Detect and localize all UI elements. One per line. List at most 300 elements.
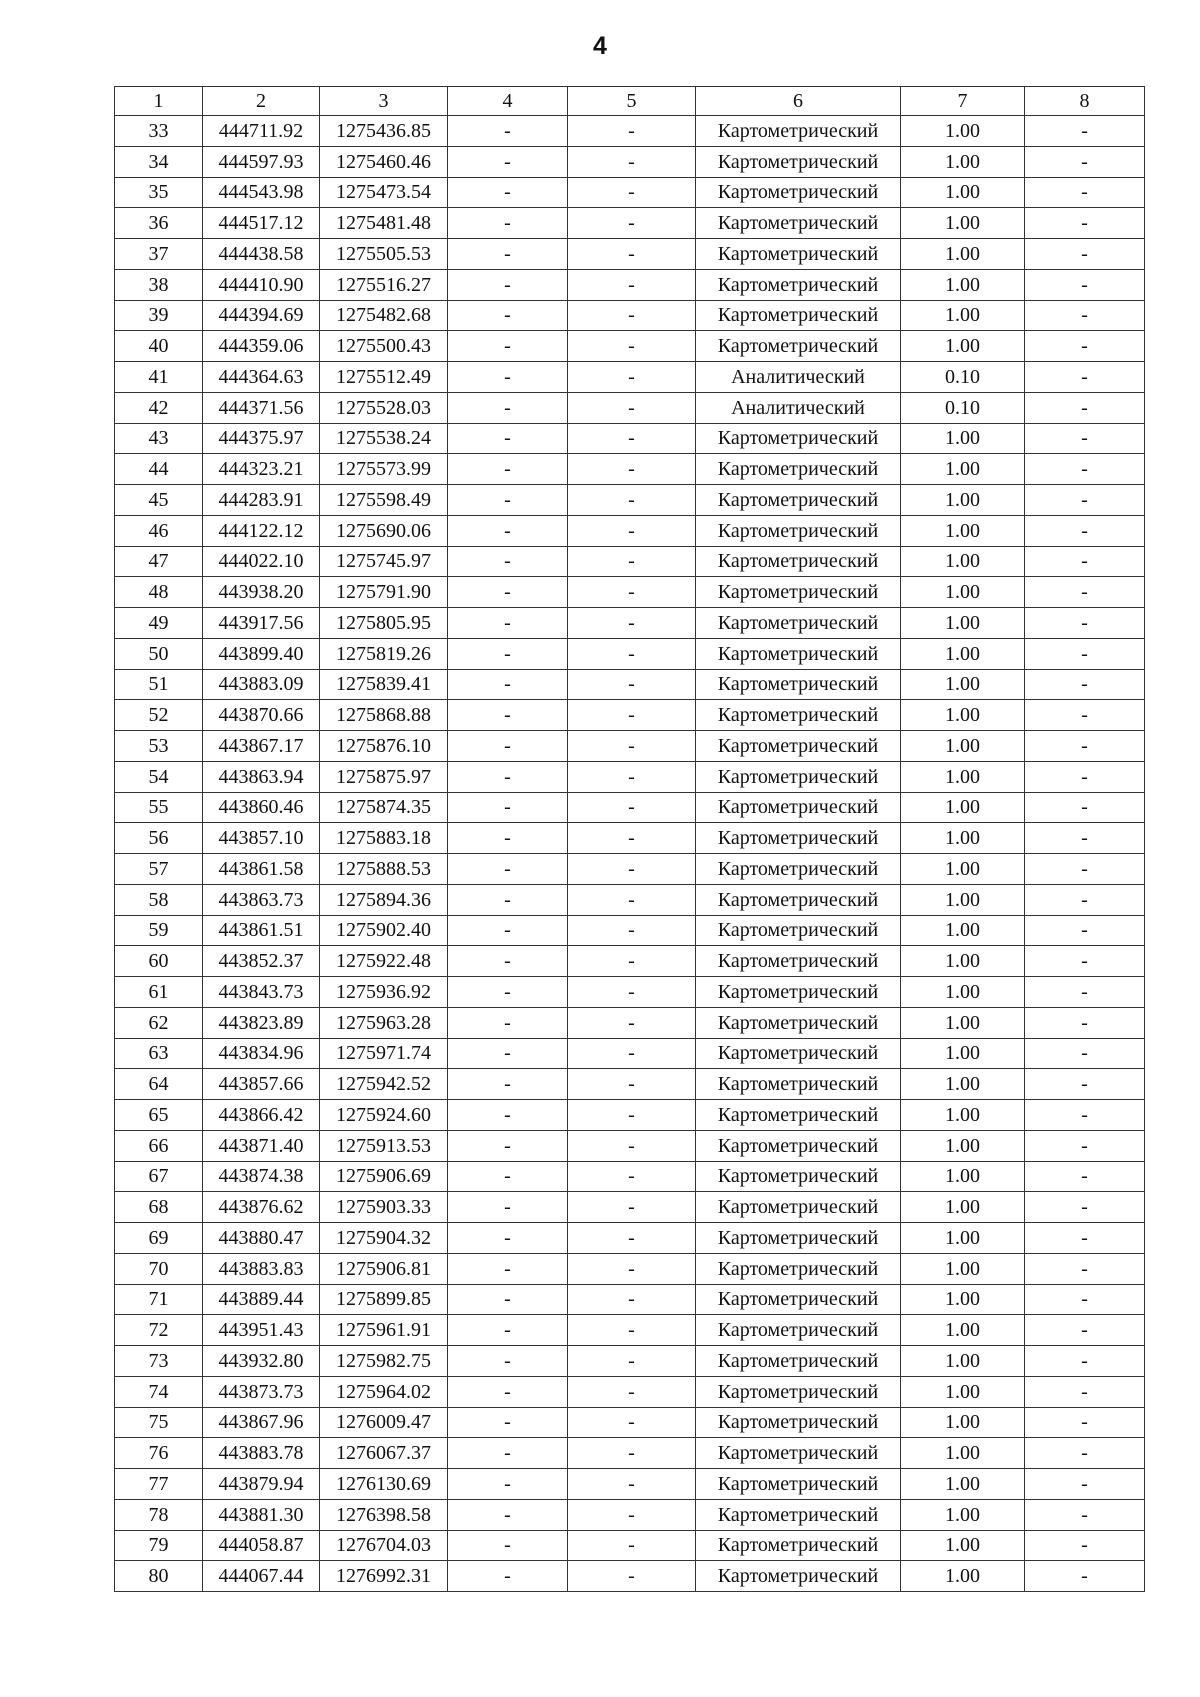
accuracy-cell: 1.00 xyxy=(901,1315,1025,1346)
point-number-cell: 78 xyxy=(115,1499,203,1530)
method-cell: Картометрический xyxy=(696,823,901,854)
table-row xyxy=(115,269,1145,300)
x-coordinate-cell: 444438.58 xyxy=(203,239,320,270)
column-8-cell: - xyxy=(1025,1161,1145,1192)
y-coordinate-cell: 1275819.26 xyxy=(320,638,448,669)
column-4-cell: - xyxy=(448,823,568,854)
column-4-cell: - xyxy=(448,731,568,762)
method-cell: Картометрический xyxy=(696,423,901,454)
method-cell: Картометрический xyxy=(696,577,901,608)
method-cell: Картометрический xyxy=(696,1253,901,1284)
y-coordinate-cell: 1275538.24 xyxy=(320,423,448,454)
table-row xyxy=(115,208,1145,239)
column-5-cell: - xyxy=(568,1438,696,1469)
table-row xyxy=(115,1038,1145,1069)
table-row xyxy=(115,1007,1145,1038)
x-coordinate-cell: 443863.73 xyxy=(203,884,320,915)
y-coordinate-cell: 1275460.46 xyxy=(320,146,448,177)
point-number-cell: 42 xyxy=(115,392,203,423)
table-row xyxy=(115,300,1145,331)
column-5-cell: - xyxy=(568,1499,696,1530)
accuracy-cell: 1.00 xyxy=(901,761,1025,792)
column-5-cell: - xyxy=(568,731,696,762)
point-number-cell: 60 xyxy=(115,946,203,977)
column-5-cell: - xyxy=(568,1530,696,1561)
method-cell: Картометрический xyxy=(696,515,901,546)
table-row xyxy=(115,1253,1145,1284)
column-5-cell: - xyxy=(568,454,696,485)
y-coordinate-cell: 1275481.48 xyxy=(320,208,448,239)
y-coordinate-cell: 1276130.69 xyxy=(320,1469,448,1500)
column-4-cell: - xyxy=(448,546,568,577)
column-4-cell: - xyxy=(448,608,568,639)
x-coordinate-cell: 444517.12 xyxy=(203,208,320,239)
table-row xyxy=(115,1469,1145,1500)
y-coordinate-cell: 1275961.91 xyxy=(320,1315,448,1346)
point-number-cell: 49 xyxy=(115,608,203,639)
point-number-cell: 73 xyxy=(115,1346,203,1377)
column-5-cell: - xyxy=(568,915,696,946)
column-8-cell: - xyxy=(1025,823,1145,854)
accuracy-cell: 1.00 xyxy=(901,1284,1025,1315)
method-cell: Картометрический xyxy=(696,1315,901,1346)
column-8-cell: - xyxy=(1025,884,1145,915)
column-8-cell: - xyxy=(1025,1130,1145,1161)
accuracy-cell: 1.00 xyxy=(901,1438,1025,1469)
column-5-cell: - xyxy=(568,884,696,915)
method-cell: Картометрический xyxy=(696,1438,901,1469)
accuracy-cell: 1.00 xyxy=(901,1038,1025,1069)
column-8-cell: - xyxy=(1025,1192,1145,1223)
method-cell: Картометрический xyxy=(696,1499,901,1530)
column-8-cell: - xyxy=(1025,1038,1145,1069)
point-number-cell: 68 xyxy=(115,1192,203,1223)
accuracy-cell: 1.00 xyxy=(901,1253,1025,1284)
table-row xyxy=(115,1100,1145,1131)
method-cell: Картометрический xyxy=(696,454,901,485)
x-coordinate-cell: 443852.37 xyxy=(203,946,320,977)
column-4-cell: - xyxy=(448,761,568,792)
table-row xyxy=(115,884,1145,915)
x-coordinate-cell: 443857.66 xyxy=(203,1069,320,1100)
x-coordinate-cell: 443857.10 xyxy=(203,823,320,854)
column-header: 1 xyxy=(115,87,203,116)
y-coordinate-cell: 1275906.81 xyxy=(320,1253,448,1284)
column-8-cell: - xyxy=(1025,146,1145,177)
accuracy-cell: 1.00 xyxy=(901,1100,1025,1131)
y-coordinate-cell: 1276009.47 xyxy=(320,1407,448,1438)
point-number-cell: 65 xyxy=(115,1100,203,1131)
column-5-cell: - xyxy=(568,1407,696,1438)
accuracy-cell: 0.10 xyxy=(901,392,1025,423)
column-4-cell: - xyxy=(448,792,568,823)
accuracy-cell: 1.00 xyxy=(901,1069,1025,1100)
column-4-cell: - xyxy=(448,1161,568,1192)
point-number-cell: 47 xyxy=(115,546,203,577)
method-cell: Картометрический xyxy=(696,946,901,977)
column-4-cell: - xyxy=(448,1346,568,1377)
column-4-cell: - xyxy=(448,1007,568,1038)
table-row xyxy=(115,454,1145,485)
accuracy-cell: 1.00 xyxy=(901,146,1025,177)
y-coordinate-cell: 1276992.31 xyxy=(320,1561,448,1592)
column-4-cell: - xyxy=(448,915,568,946)
y-coordinate-cell: 1275913.53 xyxy=(320,1130,448,1161)
point-number-cell: 75 xyxy=(115,1407,203,1438)
method-cell: Картометрический xyxy=(696,1069,901,1100)
y-coordinate-cell: 1275924.60 xyxy=(320,1100,448,1131)
point-number-cell: 56 xyxy=(115,823,203,854)
y-coordinate-cell: 1275839.41 xyxy=(320,669,448,700)
column-8-cell: - xyxy=(1025,1284,1145,1315)
column-4-cell: - xyxy=(448,946,568,977)
column-8-cell: - xyxy=(1025,792,1145,823)
coordinates-table xyxy=(114,86,1145,1592)
column-4-cell: - xyxy=(448,269,568,300)
accuracy-cell: 1.00 xyxy=(901,977,1025,1008)
column-5-cell: - xyxy=(568,1376,696,1407)
x-coordinate-cell: 444022.10 xyxy=(203,546,320,577)
column-8-cell: - xyxy=(1025,515,1145,546)
column-5-cell: - xyxy=(568,300,696,331)
y-coordinate-cell: 1275904.32 xyxy=(320,1223,448,1254)
y-coordinate-cell: 1275942.52 xyxy=(320,1069,448,1100)
x-coordinate-cell: 443876.62 xyxy=(203,1192,320,1223)
accuracy-cell: 1.00 xyxy=(901,1223,1025,1254)
point-number-cell: 51 xyxy=(115,669,203,700)
x-coordinate-cell: 444067.44 xyxy=(203,1561,320,1592)
column-8-cell: - xyxy=(1025,1100,1145,1131)
table-row xyxy=(115,1530,1145,1561)
column-8-cell: - xyxy=(1025,485,1145,516)
column-header: 4 xyxy=(448,87,568,116)
column-5-cell: - xyxy=(568,638,696,669)
column-8-cell: - xyxy=(1025,392,1145,423)
x-coordinate-cell: 443879.94 xyxy=(203,1469,320,1500)
y-coordinate-cell: 1275936.92 xyxy=(320,977,448,1008)
table-row xyxy=(115,638,1145,669)
table-row xyxy=(115,239,1145,270)
y-coordinate-cell: 1275982.75 xyxy=(320,1346,448,1377)
method-cell: Картометрический xyxy=(696,1284,901,1315)
point-number-cell: 37 xyxy=(115,239,203,270)
x-coordinate-cell: 443899.40 xyxy=(203,638,320,669)
method-cell: Картометрический xyxy=(696,146,901,177)
column-5-cell: - xyxy=(568,331,696,362)
table-row xyxy=(115,1223,1145,1254)
column-5-cell: - xyxy=(568,1130,696,1161)
x-coordinate-cell: 443883.09 xyxy=(203,669,320,700)
column-5-cell: - xyxy=(568,669,696,700)
y-coordinate-cell: 1276067.37 xyxy=(320,1438,448,1469)
column-4-cell: - xyxy=(448,146,568,177)
table-row xyxy=(115,977,1145,1008)
point-number-cell: 55 xyxy=(115,792,203,823)
y-coordinate-cell: 1275971.74 xyxy=(320,1038,448,1069)
point-number-cell: 44 xyxy=(115,454,203,485)
y-coordinate-cell: 1275573.99 xyxy=(320,454,448,485)
column-8-cell: - xyxy=(1025,1438,1145,1469)
column-4-cell: - xyxy=(448,1438,568,1469)
column-8-cell: - xyxy=(1025,731,1145,762)
y-coordinate-cell: 1275902.40 xyxy=(320,915,448,946)
x-coordinate-cell: 443938.20 xyxy=(203,577,320,608)
column-4-cell: - xyxy=(448,1253,568,1284)
column-8-cell: - xyxy=(1025,946,1145,977)
table-row xyxy=(115,669,1145,700)
point-number-cell: 67 xyxy=(115,1161,203,1192)
column-5-cell: - xyxy=(568,1100,696,1131)
table-row xyxy=(115,761,1145,792)
x-coordinate-cell: 444375.97 xyxy=(203,423,320,454)
column-8-cell: - xyxy=(1025,1253,1145,1284)
point-number-cell: 38 xyxy=(115,269,203,300)
y-coordinate-cell: 1275482.68 xyxy=(320,300,448,331)
method-cell: Картометрический xyxy=(696,638,901,669)
point-number-cell: 64 xyxy=(115,1069,203,1100)
x-coordinate-cell: 444597.93 xyxy=(203,146,320,177)
column-4-cell: - xyxy=(448,1499,568,1530)
column-4-cell: - xyxy=(448,977,568,1008)
point-number-cell: 70 xyxy=(115,1253,203,1284)
method-cell: Картометрический xyxy=(696,608,901,639)
accuracy-cell: 1.00 xyxy=(901,1469,1025,1500)
column-8-cell: - xyxy=(1025,854,1145,885)
x-coordinate-cell: 443873.73 xyxy=(203,1376,320,1407)
column-8-cell: - xyxy=(1025,977,1145,1008)
y-coordinate-cell: 1275922.48 xyxy=(320,946,448,977)
column-8-cell: - xyxy=(1025,1315,1145,1346)
point-number-cell: 36 xyxy=(115,208,203,239)
column-4-cell: - xyxy=(448,1469,568,1500)
accuracy-cell: 1.00 xyxy=(901,269,1025,300)
table-row xyxy=(115,915,1145,946)
point-number-cell: 45 xyxy=(115,485,203,516)
method-cell: Картометрический xyxy=(696,177,901,208)
column-5-cell: - xyxy=(568,1038,696,1069)
column-4-cell: - xyxy=(448,300,568,331)
column-5-cell: - xyxy=(568,1069,696,1100)
y-coordinate-cell: 1275473.54 xyxy=(320,177,448,208)
column-5-cell: - xyxy=(568,1561,696,1592)
table-row xyxy=(115,792,1145,823)
point-number-cell: 54 xyxy=(115,761,203,792)
y-coordinate-cell: 1275888.53 xyxy=(320,854,448,885)
method-cell: Картометрический xyxy=(696,208,901,239)
table-row xyxy=(115,362,1145,393)
x-coordinate-cell: 443883.83 xyxy=(203,1253,320,1284)
column-8-cell: - xyxy=(1025,1530,1145,1561)
x-coordinate-cell: 443867.96 xyxy=(203,1407,320,1438)
accuracy-cell: 1.00 xyxy=(901,1530,1025,1561)
y-coordinate-cell: 1275875.97 xyxy=(320,761,448,792)
method-cell: Картометрический xyxy=(696,915,901,946)
point-number-cell: 62 xyxy=(115,1007,203,1038)
accuracy-cell: 1.00 xyxy=(901,1376,1025,1407)
y-coordinate-cell: 1275906.69 xyxy=(320,1161,448,1192)
column-4-cell: - xyxy=(448,1530,568,1561)
y-coordinate-cell: 1275598.49 xyxy=(320,485,448,516)
x-coordinate-cell: 443870.66 xyxy=(203,700,320,731)
method-cell: Картометрический xyxy=(696,1161,901,1192)
table-row xyxy=(115,854,1145,885)
point-number-cell: 80 xyxy=(115,1561,203,1592)
column-5-cell: - xyxy=(568,977,696,1008)
column-8-cell: - xyxy=(1025,1499,1145,1530)
accuracy-cell: 1.00 xyxy=(901,792,1025,823)
column-8-cell: - xyxy=(1025,669,1145,700)
table-row xyxy=(115,731,1145,762)
method-cell: Картометрический xyxy=(696,884,901,915)
column-4-cell: - xyxy=(448,1223,568,1254)
accuracy-cell: 1.00 xyxy=(901,177,1025,208)
point-number-cell: 72 xyxy=(115,1315,203,1346)
y-coordinate-cell: 1275505.53 xyxy=(320,239,448,270)
column-8-cell: - xyxy=(1025,1346,1145,1377)
table-row xyxy=(115,423,1145,454)
method-cell: Картометрический xyxy=(696,792,901,823)
table-row xyxy=(115,546,1145,577)
x-coordinate-cell: 443860.46 xyxy=(203,792,320,823)
table-row xyxy=(115,1069,1145,1100)
column-4-cell: - xyxy=(448,362,568,393)
method-cell: Картометрический xyxy=(696,300,901,331)
y-coordinate-cell: 1275791.90 xyxy=(320,577,448,608)
x-coordinate-cell: 443861.51 xyxy=(203,915,320,946)
column-header: 7 xyxy=(901,87,1025,116)
x-coordinate-cell: 443883.78 xyxy=(203,1438,320,1469)
accuracy-cell: 1.00 xyxy=(901,1499,1025,1530)
column-5-cell: - xyxy=(568,208,696,239)
column-4-cell: - xyxy=(448,392,568,423)
column-5-cell: - xyxy=(568,116,696,147)
column-5-cell: - xyxy=(568,177,696,208)
x-coordinate-cell: 443866.42 xyxy=(203,1100,320,1131)
column-header: 6 xyxy=(696,87,901,116)
point-number-cell: 76 xyxy=(115,1438,203,1469)
method-cell: Аналитический xyxy=(696,392,901,423)
column-8-cell: - xyxy=(1025,1223,1145,1254)
column-4-cell: - xyxy=(448,1130,568,1161)
y-coordinate-cell: 1275964.02 xyxy=(320,1376,448,1407)
column-4-cell: - xyxy=(448,485,568,516)
point-number-cell: 66 xyxy=(115,1130,203,1161)
y-coordinate-cell: 1275690.06 xyxy=(320,515,448,546)
column-4-cell: - xyxy=(448,1561,568,1592)
table-row xyxy=(115,1130,1145,1161)
column-5-cell: - xyxy=(568,792,696,823)
method-cell: Картометрический xyxy=(696,1561,901,1592)
column-5-cell: - xyxy=(568,146,696,177)
point-number-cell: 33 xyxy=(115,116,203,147)
column-5-cell: - xyxy=(568,392,696,423)
x-coordinate-cell: 444371.56 xyxy=(203,392,320,423)
method-cell: Картометрический xyxy=(696,1192,901,1223)
y-coordinate-cell: 1275903.33 xyxy=(320,1192,448,1223)
column-header: 5 xyxy=(568,87,696,116)
method-cell: Картометрический xyxy=(696,116,901,147)
point-number-cell: 52 xyxy=(115,700,203,731)
y-coordinate-cell: 1275899.85 xyxy=(320,1284,448,1315)
column-4-cell: - xyxy=(448,177,568,208)
table-row xyxy=(115,1407,1145,1438)
x-coordinate-cell: 444410.90 xyxy=(203,269,320,300)
table-row xyxy=(115,331,1145,362)
point-number-cell: 59 xyxy=(115,915,203,946)
y-coordinate-cell: 1275436.85 xyxy=(320,116,448,147)
column-8-cell: - xyxy=(1025,700,1145,731)
accuracy-cell: 1.00 xyxy=(901,300,1025,331)
column-8-cell: - xyxy=(1025,1561,1145,1592)
y-coordinate-cell: 1275894.36 xyxy=(320,884,448,915)
y-coordinate-cell: 1275516.27 xyxy=(320,269,448,300)
column-4-cell: - xyxy=(448,884,568,915)
column-4-cell: - xyxy=(448,1038,568,1069)
point-number-cell: 43 xyxy=(115,423,203,454)
column-header: 2 xyxy=(203,87,320,116)
table-row xyxy=(115,1499,1145,1530)
method-cell: Картометрический xyxy=(696,1530,901,1561)
accuracy-cell: 1.00 xyxy=(901,1561,1025,1592)
method-cell: Картометрический xyxy=(696,1038,901,1069)
x-coordinate-cell: 443889.44 xyxy=(203,1284,320,1315)
table-row xyxy=(115,1346,1145,1377)
method-cell: Картометрический xyxy=(696,669,901,700)
method-cell: Картометрический xyxy=(696,269,901,300)
accuracy-cell: 1.00 xyxy=(901,915,1025,946)
x-coordinate-cell: 443863.94 xyxy=(203,761,320,792)
accuracy-cell: 1.00 xyxy=(901,208,1025,239)
column-5-cell: - xyxy=(568,946,696,977)
method-cell: Картометрический xyxy=(696,977,901,1008)
column-4-cell: - xyxy=(448,208,568,239)
column-5-cell: - xyxy=(568,1192,696,1223)
column-5-cell: - xyxy=(568,577,696,608)
method-cell: Картометрический xyxy=(696,700,901,731)
method-cell: Картометрический xyxy=(696,1100,901,1131)
x-coordinate-cell: 443843.73 xyxy=(203,977,320,1008)
page-number: 4 xyxy=(593,32,607,60)
x-coordinate-cell: 444359.06 xyxy=(203,331,320,362)
column-8-cell: - xyxy=(1025,239,1145,270)
column-5-cell: - xyxy=(568,1469,696,1500)
method-cell: Картометрический xyxy=(696,1130,901,1161)
accuracy-cell: 1.00 xyxy=(901,239,1025,270)
table-row xyxy=(115,116,1145,147)
column-8-cell: - xyxy=(1025,177,1145,208)
accuracy-cell: 1.00 xyxy=(901,1130,1025,1161)
x-coordinate-cell: 443932.80 xyxy=(203,1346,320,1377)
method-cell: Картометрический xyxy=(696,731,901,762)
column-4-cell: - xyxy=(448,669,568,700)
column-5-cell: - xyxy=(568,854,696,885)
accuracy-cell: 1.00 xyxy=(901,116,1025,147)
y-coordinate-cell: 1275745.97 xyxy=(320,546,448,577)
x-coordinate-cell: 444394.69 xyxy=(203,300,320,331)
y-coordinate-cell: 1275805.95 xyxy=(320,608,448,639)
column-4-cell: - xyxy=(448,700,568,731)
accuracy-cell: 1.00 xyxy=(901,638,1025,669)
accuracy-cell: 1.00 xyxy=(901,731,1025,762)
accuracy-cell: 1.00 xyxy=(901,854,1025,885)
point-number-cell: 53 xyxy=(115,731,203,762)
column-5-cell: - xyxy=(568,1007,696,1038)
column-header: 3 xyxy=(320,87,448,116)
column-8-cell: - xyxy=(1025,331,1145,362)
accuracy-cell: 1.00 xyxy=(901,1007,1025,1038)
column-8-cell: - xyxy=(1025,1007,1145,1038)
accuracy-cell: 1.00 xyxy=(901,1161,1025,1192)
